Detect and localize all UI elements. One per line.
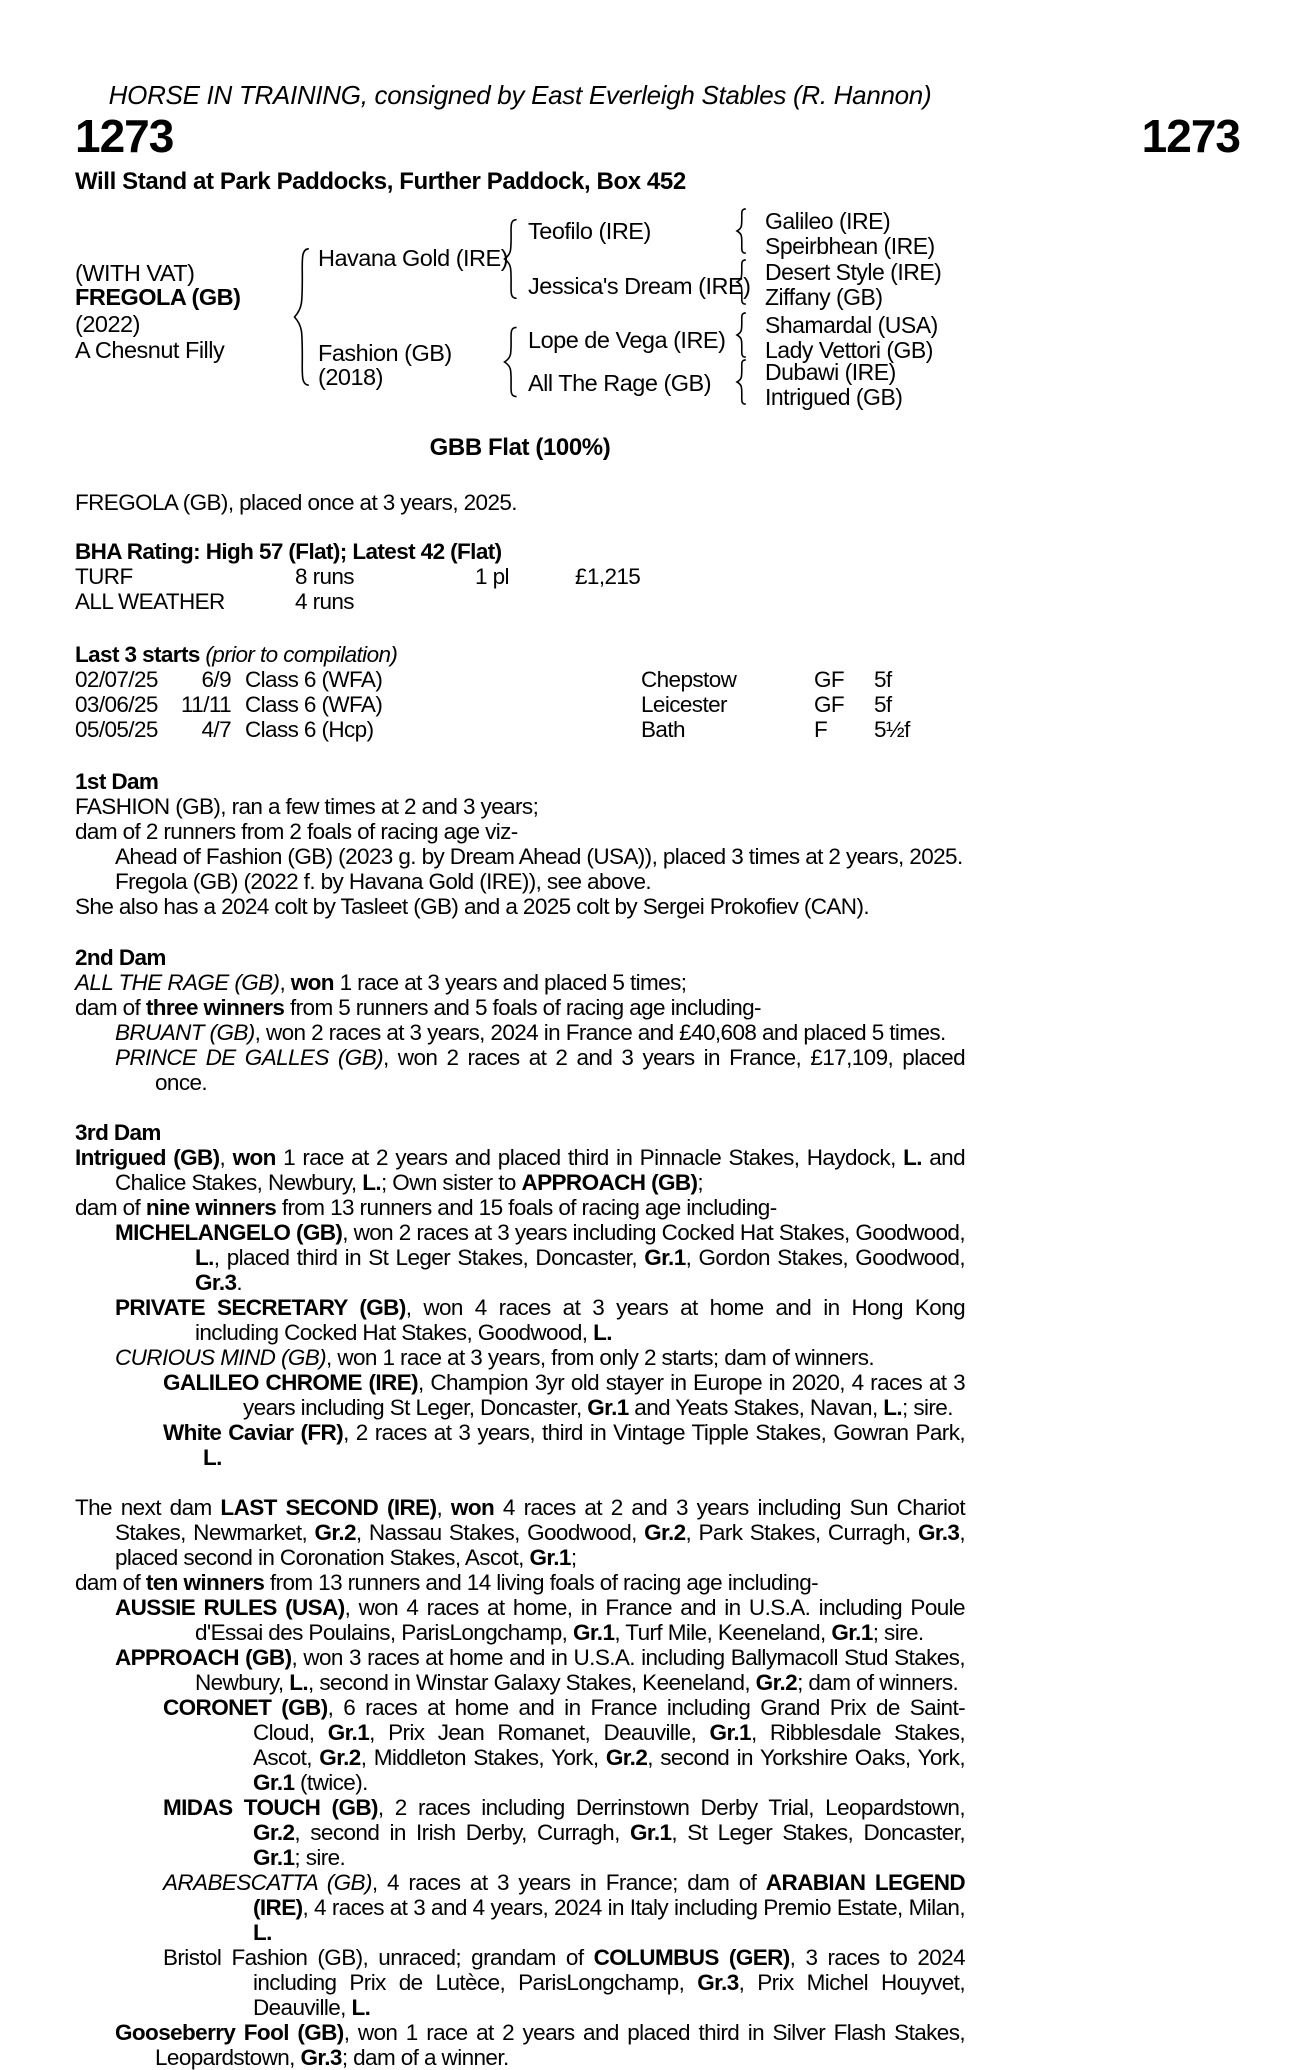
race-course: Chepstow [641, 667, 737, 692]
great-grandsire-name: Dubawi (IRE) [765, 359, 896, 385]
pedigree-paragraph: Gooseberry Fool (GB), won 1 race at 2 years and placed third in Silver Flash Stakes, Leopardstown, Gr.3; dam of a winner. [115, 2020, 965, 2070]
pedigree-paragraph: She also has a 2024 colt by Tasleet (GB) and a 2025 colt by Sergei Prokofiev (CAN). [75, 894, 869, 919]
section-heading: 3rd Dam [75, 1120, 161, 1145]
race-distance: 5½f [874, 717, 910, 742]
pedigree-brace [499, 326, 521, 398]
vat-note: (WITH VAT) [75, 260, 195, 286]
pedigree-paragraph: ALL THE RAGE (GB), won 1 race at 3 years and placed 5 times; [75, 970, 687, 995]
pedigree-paragraph: Ahead of Fashion (GB) (2023 g. by Dream Ahead (USA)), placed 3 times at 2 years, 2025. [115, 844, 963, 869]
earnings-value [575, 589, 965, 614]
pedigree-paragraph: dam of nine winners from 13 runners and 15 foals of racing age including- [75, 1195, 777, 1220]
surface-label: TURF [75, 564, 133, 589]
great-granddam-name: Speirbhean (IRE) [765, 233, 935, 259]
race-distance: 5f [874, 667, 892, 692]
great-grandsire-name: Desert Style (IRE) [765, 259, 942, 285]
great-grandparent-pair [765, 260, 941, 310]
race-position: 11/11 [181, 692, 231, 717]
dam-year: (2018) [318, 364, 383, 390]
pedigree-paragraph: CURIOUS MIND (GB), won 1 race at 3 years, from only 2 starts; dam of winners. [115, 1345, 875, 1370]
pedigree-paragraph: Fregola (GB) (2022 f. by Havana Gold (IRE)), see above. [115, 869, 652, 894]
pedigree-brace [288, 246, 314, 388]
pedigree-brace [733, 259, 749, 305]
great-granddam-name: Ziffany (GB) [765, 284, 883, 310]
horse-description: A Chesnut Filly [75, 337, 225, 363]
great-grandsire-name: Shamardal (USA) [765, 312, 938, 338]
section-heading: 2nd Dam [75, 945, 166, 970]
race-class: Class 6 (Hcp) [245, 717, 374, 742]
stats-row [75, 564, 965, 589]
placings-value [475, 589, 575, 614]
horse-name: FREGOLA (GB) [75, 284, 241, 310]
pedigree-paragraph: The next dam LAST SECOND (IRE), won 4 races at 2 and 3 years including Sun Chariot Stakes, Newmarket, Gr.2, Nassau Stakes, Goodwood, Gr.2, Park Stakes, Curragh, Gr.3, placed second in Coronation Stakes, Ascot, Gr.1; [75, 1495, 965, 1570]
sire-name: Havana Gold (IRE) [318, 245, 509, 271]
lot-number-left: 1273 [75, 110, 174, 162]
pedigree-brace [733, 359, 749, 405]
race-going: GF [814, 692, 845, 717]
foaling-year: (2022) [75, 311, 140, 337]
pedigree-paragraph: BRUANT (GB), won 2 races at 3 years, 2024 in France and £40,608 and placed 5 times. [115, 1020, 946, 1045]
pedigree-paragraph: ARABESCATTA (GB), 4 races at 3 years in France; dam of ARABIAN LEGEND (IRE), 4 races at 3 and 4 years, 2024 in Italy including Premio Estate, Milan, L. [163, 1870, 965, 1945]
pedigree-paragraph: MIDAS TOUCH (GB), 2 races including Derrinstown Derby Trial, Leopardstown, Gr.2, second in Irish Derby, Curragh, Gr.1, St Leger Stakes, Doncaster, Gr.1; sire. [163, 1795, 965, 1870]
race-position: 6/9 [201, 667, 231, 692]
pedigree-brace [733, 208, 749, 254]
placings-value: 1 pl [475, 564, 509, 589]
runs-value: 4 runs [295, 589, 354, 614]
race-date: 02/07/25 [75, 667, 158, 692]
granddam-name: All The Rage (GB) [528, 370, 712, 396]
grandsire-name: Lope de Vega (IRE) [528, 327, 726, 353]
race-course: Bath [641, 717, 685, 742]
great-grandparent-pair [765, 209, 935, 259]
scheme-note: GBB Flat (100%) [429, 434, 611, 461]
granddam-name: Jessica's Dream (IRE) [528, 273, 751, 299]
race-row [75, 717, 965, 742]
bha-rating: BHA Rating: High 57 (Flat); Latest 42 (Flat) [75, 539, 502, 564]
great-granddam-name: Intrigued (GB) [765, 384, 903, 410]
pedigree-brace [499, 218, 521, 300]
race-class: Class 6 (WFA) [245, 692, 383, 717]
race-summary: FREGOLA (GB), placed once at 3 years, 2025. [75, 490, 517, 515]
stats-row [75, 589, 965, 614]
pedigree-paragraph: PRINCE DE GALLES (GB), won 2 races at 2 and 3 years in France, £17,109, placed once. [115, 1045, 966, 1095]
pedigree-paragraph: dam of three winners from 5 runners and 5 foals of racing age including- [75, 995, 761, 1020]
last-starts-title: Last 3 starts [75, 642, 200, 667]
pedigree-paragraph: PRIVATE SECRETARY (GB), won 4 races at 3 years at home and in Hong Kong including Cocked Hat Stakes, Goodwood, L. [115, 1295, 965, 1345]
pedigree-paragraph: MICHELANGELO (GB), won 2 races at 3 years including Cocked Hat Stakes, Goodwood, L., placed third in St Leger Stakes, Doncaster, Gr.1, Gordon Stakes, Goodwood, Gr.3. [115, 1220, 965, 1295]
race-going: GF [814, 667, 845, 692]
race-position: 4/7 [201, 717, 231, 742]
section-heading: 1st Dam [75, 769, 159, 794]
race-distance: 5f [874, 692, 892, 717]
pedigree-paragraph: White Caviar (FR), 2 races at 3 years, third in Vintage Tipple Stakes, Gowran Park, L. [163, 1420, 965, 1470]
race-course: Leicester [641, 692, 727, 717]
pedigree-paragraph: Intrigued (GB), won 1 race at 2 years and placed third in Pinnacle Stakes, Haydock, L. and Chalice Stakes, Newbury, L.; Own sister to APPROACH (GB); [75, 1145, 965, 1195]
pedigree-paragraph: Bristol Fashion (GB), unraced; grandam of COLUMBUS (GER), 3 races to 2024 including Prix de Lutèce, ParisLongchamp, Gr.3, Prix Michel Houyvet, Deauville, L. [163, 1945, 965, 2020]
runs-value: 8 runs [295, 564, 354, 589]
race-going: F [814, 717, 828, 742]
great-grandparent-pair [765, 360, 902, 410]
race-row [75, 667, 965, 692]
surface-label: ALL WEATHER [75, 589, 225, 614]
consignor-note: HORSE IN TRAINING, consigned by East Everleigh Stables (R. Hannon) [108, 80, 932, 110]
pedigree-paragraph: dam of ten winners from 13 runners and 14 living foals of racing age including- [75, 1570, 819, 1595]
great-grandsire-name: Galileo (IRE) [765, 208, 891, 234]
grandsire-name: Teofilo (IRE) [528, 218, 651, 244]
pedigree-table [75, 208, 1315, 408]
pedigree-paragraph: dam of 2 runners from 2 foals of racing age viz- [75, 819, 518, 844]
race-class: Class 6 (WFA) [245, 667, 383, 692]
pedigree-paragraph: GALILEO CHROME (IRE), Champion 3yr old stayer in Europe in 2020, 4 races at 3 years including St Leger, Doncaster, Gr.1 and Yeats Stakes, Navan, L.; sire. [163, 1370, 965, 1420]
pedigree-brace [733, 312, 749, 358]
pedigree-paragraph: CORONET (GB), 6 races at home and in France including Grand Prix de Saint-Cloud, Gr.1, Prix Jean Romanet, Deauville, Gr.1, Ribblesdale Stakes, Ascot, Gr.2, Middleton Stakes, York, Gr.2, second in Yorkshire Oaks, York, Gr.1 (twice). [163, 1695, 965, 1795]
earnings-value: £1,215 [575, 564, 641, 589]
stand-location: Will Stand at Park Paddocks, Further Paddock, Box 452 [75, 168, 686, 195]
race-date: 05/05/25 [75, 717, 158, 742]
pedigree-paragraph: FASHION (GB), ran a few times at 2 and 3 years; [75, 794, 539, 819]
last-starts-note: (prior to compilation) [199, 642, 398, 667]
great-grandparent-pair [765, 313, 938, 363]
pedigree-paragraph: AUSSIE RULES (USA), won 4 races at home, in France and in U.S.A. including Poule d'Essai des Poulains, ParisLongchamp, Gr.1, Turf Mile, Keeneland, Gr.1; sire. [115, 1595, 965, 1645]
race-row [75, 692, 965, 717]
lot-number-row [75, 112, 1240, 160]
lot-number-right: 1273 [1141, 110, 1240, 162]
race-date: 03/06/25 [75, 692, 158, 717]
great-granddam-name: Lady Vettori (GB) [765, 337, 933, 363]
dam-name: Fashion (GB) [318, 340, 452, 366]
last-starts-heading [75, 642, 1315, 667]
pedigree-paragraph: APPROACH (GB), won 3 races at home and in U.S.A. including Ballymacoll Stud Stakes, Newbury, L., second in Winstar Galaxy Stakes, Keeneland, Gr.2; dam of winners. [115, 1645, 965, 1695]
